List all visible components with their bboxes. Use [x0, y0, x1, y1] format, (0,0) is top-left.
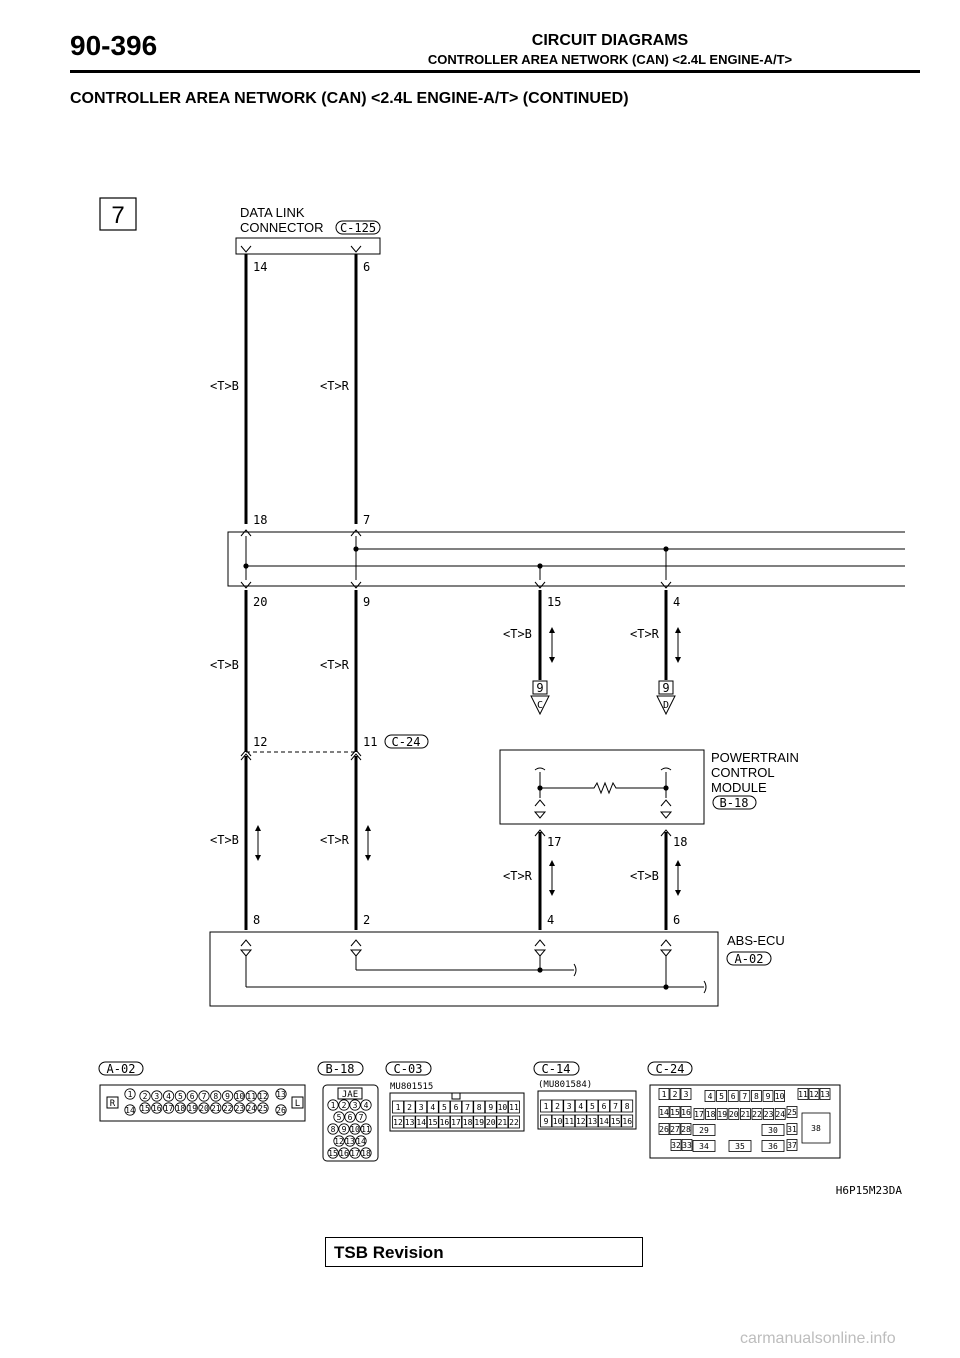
connector-pin-number: 12 — [258, 1092, 268, 1101]
connector-pin-number: 16 — [681, 1108, 691, 1117]
connector-a02-view — [99, 1062, 305, 1121]
connector-pin-number: 16 — [151, 1104, 162, 1113]
connector-pin-number: 30 — [768, 1126, 778, 1135]
connector-pin-number: 10 — [552, 1117, 563, 1126]
connector-pin-number: 16 — [339, 1149, 349, 1158]
pin-abs-3: 4 — [547, 913, 555, 927]
connector-pin-number: 14 — [125, 1106, 135, 1115]
connector-pin-number: 22 — [752, 1110, 762, 1119]
connector-pin-number: 7 — [201, 1092, 207, 1101]
header-title: CIRCUIT DIAGRAMS — [531, 32, 689, 49]
dlc-pin-marks — [241, 246, 361, 252]
connector-pin-number: 14 — [599, 1117, 609, 1126]
connector-pin-number: 25 — [258, 1104, 268, 1113]
connector-pin-number: 17 — [451, 1118, 461, 1127]
connector-c03-view — [386, 1062, 524, 1131]
color-out-c: <T>B — [503, 627, 532, 641]
color-dlc-right: <T>R — [320, 379, 349, 393]
connector-pin-number: 32 — [671, 1141, 681, 1150]
connector-pin-number: 12 — [334, 1137, 344, 1146]
connector-pin-number: 19 — [474, 1118, 485, 1127]
pin-pcm-right: 18 — [673, 835, 688, 849]
connector-pin-number: 11 — [361, 1125, 371, 1134]
connector-pin-number: 9 — [488, 1103, 494, 1112]
pin-pcm-left: 17 — [547, 835, 562, 849]
connector-pin-number: 3 — [418, 1103, 424, 1112]
junction-dot — [243, 563, 248, 568]
pcm-pin-marks — [535, 800, 671, 818]
connector-pin-number: 36 — [768, 1142, 778, 1151]
a02-side-right: L — [294, 1099, 301, 1109]
connector-pin-number: 15 — [427, 1118, 438, 1127]
color-mid-left: <T>B — [210, 658, 239, 672]
junction-dot — [537, 785, 542, 790]
connector-pin-number: 7 — [613, 1102, 619, 1111]
connector-pin-number: 38 — [811, 1124, 821, 1133]
connector-pin-number: 13 — [820, 1090, 830, 1099]
connector-pin-number: 7 — [465, 1103, 471, 1112]
pcm-label-line2: CONTROL — [711, 765, 775, 780]
tsb-revision: TSB Revision — [325, 1237, 643, 1267]
connector-pin-number: 26 — [659, 1125, 669, 1134]
pcm-box — [500, 750, 704, 824]
connector-pin-number: 11 — [564, 1117, 575, 1126]
connector-pin-number: 5 — [589, 1102, 595, 1111]
connector-pin-number: 4 — [707, 1092, 713, 1101]
connector-pin-number: 7 — [358, 1113, 364, 1122]
connector-pin-number: 24 — [775, 1110, 786, 1119]
connector-pin-number: 18 — [361, 1149, 371, 1158]
junction-dot — [663, 546, 668, 551]
connector-pin-number: 10 — [774, 1092, 785, 1101]
junction-dot — [663, 785, 668, 790]
a02-code: A-02 — [106, 1062, 136, 1076]
connector-pin-number: 8 — [213, 1092, 219, 1101]
bus-top-pin-marks — [241, 530, 361, 536]
watermark: carmanualsonline.info — [740, 1330, 896, 1347]
color-low-right: <T>R — [320, 833, 349, 847]
connector-pin-number: 21 — [210, 1104, 221, 1113]
pin-dlc-left: 14 — [253, 260, 268, 274]
connector-pin-number: 2 — [672, 1090, 678, 1099]
dlc-label-line1: DATA LINK — [240, 205, 305, 220]
connector-pin-number: 1 — [661, 1090, 667, 1099]
connector-pin-number: 12 — [809, 1090, 819, 1099]
junction-dot — [663, 984, 668, 989]
connector-pin-number: 27 — [670, 1125, 680, 1134]
connector-pin-number: 25 — [787, 1108, 797, 1117]
block-number: 7 — [111, 202, 125, 229]
connector-pin-number: 23 — [234, 1104, 245, 1113]
connector-pin-number: 31 — [787, 1125, 797, 1134]
c03-lock — [452, 1093, 460, 1099]
connector-pin-number: 17 — [694, 1110, 704, 1119]
connector-pin-number: 17 — [163, 1104, 174, 1113]
connector-pin-number: 15 — [328, 1149, 338, 1158]
abs-ecu-box — [210, 932, 718, 1006]
connector-pin-number: 1 — [543, 1102, 549, 1111]
connector-pin-number: 16 — [439, 1118, 450, 1127]
pin-bus-bot-right: 9 — [363, 595, 371, 609]
connector-pin-number: 14 — [356, 1137, 366, 1146]
connector-pin-number: 19 — [717, 1110, 728, 1119]
connector-pin-number: 11 — [246, 1092, 257, 1101]
connector-pin-number: 22 — [222, 1104, 233, 1113]
connector-pin-number: 18 — [705, 1110, 716, 1119]
abs-break-marks — [574, 964, 706, 993]
connector-pin-number: 24 — [246, 1104, 257, 1113]
pin-abs-4: 6 — [673, 913, 681, 927]
connector-pin-number: 5 — [177, 1092, 183, 1101]
connector-pin-number: 3 — [566, 1102, 572, 1111]
pin-dlc-right: 6 — [363, 260, 371, 274]
connector-pin-number: 13 — [345, 1137, 355, 1146]
connector-pin-number: 33 — [682, 1141, 692, 1150]
junction-dot — [537, 563, 542, 568]
color-pcm-left: <T>R — [503, 869, 532, 883]
connector-b18-view — [318, 1062, 378, 1161]
connector-pin-number: 6 — [730, 1092, 736, 1101]
connector-pin-number: 6 — [453, 1103, 459, 1112]
connector-pin-number: 35 — [735, 1142, 745, 1151]
c14-pin-grid — [541, 1100, 633, 1127]
connector-pin-number: 26 — [276, 1106, 286, 1115]
junction-dot — [537, 967, 542, 972]
c03-code: C-03 — [393, 1062, 423, 1076]
section-title: CONTROLLER AREA NETWORK (CAN) <2.4L ENGINE-A/T> (CONTINUED) — [70, 90, 629, 107]
connector-pin-number: 14 — [416, 1118, 427, 1127]
connector-pin-number: 3 — [352, 1101, 358, 1110]
b18-tag: JAE — [341, 1090, 359, 1100]
connector-pin-number: 13 — [587, 1117, 598, 1126]
pin-abs-2: 2 — [363, 913, 371, 927]
header-subtitle: CONTROLLER AREA NETWORK (CAN) <2.4L ENGINE-A/T> — [427, 52, 793, 67]
connector-pin-number: 12 — [393, 1118, 403, 1127]
connector-pin-number: 16 — [622, 1117, 633, 1126]
connector-pin-number: 23 — [763, 1110, 774, 1119]
connector-pin-number: 29 — [699, 1126, 709, 1135]
connector-pin-number: 13 — [276, 1090, 286, 1099]
pin-bus-bot-left: 20 — [253, 595, 268, 609]
a02-pin-grid — [125, 1089, 286, 1115]
connector-pin-number: 8 — [330, 1125, 336, 1134]
connector-pin-number: 4 — [166, 1092, 172, 1101]
connector-pin-number: 9 — [543, 1117, 549, 1126]
c24-view-code: C-24 — [655, 1062, 685, 1076]
pin-abs-1: 8 — [253, 913, 261, 927]
connector-pin-number: 1 — [127, 1090, 133, 1099]
c03-pin-grid — [393, 1101, 520, 1128]
connector-pin-number: 8 — [753, 1092, 759, 1101]
connector-pin-number: 2 — [341, 1101, 347, 1110]
c24-pin-grid — [659, 1089, 830, 1152]
b18-pin-grid — [328, 1100, 371, 1158]
dlc-code: C-125 — [339, 221, 377, 235]
c14-part-number: (MU801584) — [538, 1080, 593, 1090]
connector-pin-number: 15 — [610, 1117, 621, 1126]
junction-dot — [353, 546, 358, 551]
c24-code: C-24 — [391, 735, 421, 749]
pcm-label-line1: POWERTRAIN — [711, 750, 799, 765]
connector-pin-number: 37 — [787, 1141, 797, 1150]
bus-bottom-pin-marks — [241, 582, 671, 588]
connector-pin-number: 2 — [142, 1092, 148, 1101]
connector-pin-number: 2 — [555, 1102, 561, 1111]
pcm-code: B-18 — [719, 796, 749, 810]
pcm-label-line3: MODULE — [711, 780, 767, 795]
color-out-d: <T>R — [630, 627, 659, 641]
pin-c24-left: 12 — [253, 735, 268, 749]
pin-bus-top-right: 7 — [363, 513, 371, 527]
color-dlc-left: <T>B — [210, 379, 239, 393]
connector-pin-number: 7 — [742, 1092, 748, 1101]
connector-pin-number: 4 — [430, 1103, 436, 1112]
pin-out-c: 15 — [547, 595, 562, 609]
color-mid-right: <T>R — [320, 658, 349, 672]
termination-resistor — [540, 783, 666, 793]
connector-pin-number: 13 — [404, 1118, 415, 1127]
ref-c-page: 9 — [536, 681, 544, 695]
connector-pin-number: 28 — [681, 1125, 691, 1134]
connector-pin-number: 3 — [154, 1092, 160, 1101]
ref-d-page: 9 — [662, 681, 670, 695]
connector-pin-number: 1 — [395, 1103, 401, 1112]
c24-pin-marks — [241, 750, 361, 760]
connector-pin-number: 19 — [187, 1104, 198, 1113]
connector-pin-number: 6 — [189, 1092, 195, 1101]
connector-pin-number: 8 — [476, 1103, 482, 1112]
connector-pin-number: 9 — [765, 1092, 771, 1101]
connector-pin-number: 4 — [363, 1101, 369, 1110]
connector-pin-number: 9 — [341, 1125, 347, 1134]
connector-pin-number: 20 — [199, 1104, 209, 1113]
connector-pin-number: 17 — [350, 1149, 360, 1158]
connector-pin-number: 10 — [497, 1103, 508, 1112]
c03-part-number: MU801515 — [390, 1082, 434, 1092]
pcm-terminal-marks — [535, 768, 671, 770]
connector-pin-number: 6 — [347, 1113, 353, 1122]
connector-pin-number: 20 — [485, 1118, 496, 1127]
figure-code: H6P15M23DA — [835, 1184, 902, 1197]
connector-pin-number: 10 — [234, 1092, 245, 1101]
page-number: 90-396 — [70, 30, 158, 61]
connector-c14-view — [534, 1062, 636, 1129]
connector-pin-number: 3 — [683, 1090, 689, 1099]
connector-pin-number: 6 — [601, 1102, 607, 1111]
connector-pin-number: 15 — [140, 1104, 150, 1113]
ref-c-letter: C — [536, 700, 544, 711]
a02-side-left: R — [109, 1099, 116, 1109]
connector-pin-number: 10 — [350, 1125, 360, 1134]
abs-ecu-label: ABS-ECU — [727, 933, 785, 948]
connector-pin-number: 20 — [728, 1110, 739, 1119]
connector-pin-number: 18 — [462, 1118, 473, 1127]
connector-pin-number: 4 — [578, 1102, 584, 1111]
connector-pin-number: 21 — [497, 1118, 508, 1127]
dlc-label-line2: CONNECTOR — [240, 220, 324, 235]
connector-pin-number: 8 — [624, 1102, 630, 1111]
connector-pin-number: 14 — [659, 1108, 669, 1117]
abs-code: A-02 — [734, 952, 764, 966]
c14-code: C-14 — [541, 1062, 571, 1076]
connector-pin-number: 2 — [407, 1103, 413, 1112]
color-low-left: <T>B — [210, 833, 239, 847]
connector-c24-view — [648, 1062, 840, 1158]
bus-junction-box — [228, 532, 905, 586]
pin-c24-right: 11 — [363, 735, 378, 749]
b18-code: B-18 — [325, 1062, 355, 1076]
connector-pin-number: 22 — [509, 1118, 519, 1127]
connector-pin-number: 12 — [575, 1117, 586, 1126]
connector-pin-number: 21 — [740, 1110, 751, 1119]
pin-out-d: 4 — [673, 595, 681, 609]
connector-pin-number: 5 — [441, 1103, 447, 1112]
connector-pin-number: 15 — [670, 1108, 680, 1117]
connector-pin-number: 5 — [719, 1092, 725, 1101]
connector-pin-number: 5 — [336, 1113, 342, 1122]
connector-pin-number: 1 — [330, 1101, 336, 1110]
dlc-connector — [236, 238, 380, 254]
connector-pin-number: 18 — [175, 1104, 186, 1113]
color-pcm-right: <T>B — [630, 869, 659, 883]
connector-pin-number: 9 — [225, 1092, 231, 1101]
abs-pin-marks — [241, 940, 671, 956]
pin-bus-top-left: 18 — [253, 513, 268, 527]
connector-pin-number: 11 — [509, 1103, 519, 1112]
connector-pin-number: 11 — [798, 1090, 808, 1099]
connector-pin-number: 34 — [699, 1142, 709, 1151]
ref-d-letter: D — [662, 700, 670, 711]
